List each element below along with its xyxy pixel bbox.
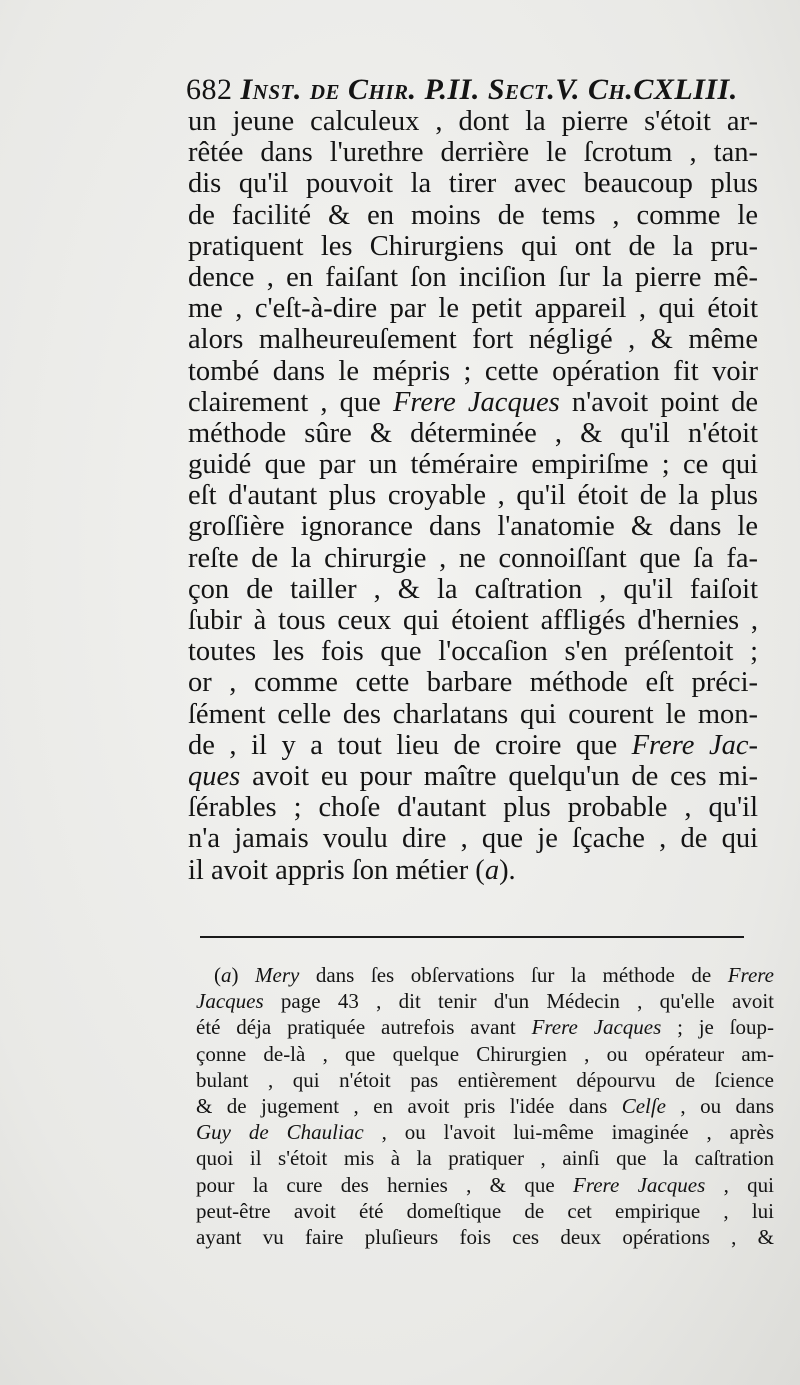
text-line: groſſière ignorance dans l'anatomie & dans le xyxy=(188,511,758,543)
footnote-line: quoi il s'étoit mis à la pratiquer , ainſi que la caſtration xyxy=(196,1146,774,1171)
italic-run: Celſe xyxy=(621,1093,667,1118)
text-line xyxy=(188,387,758,418)
text-run: clairement , que xyxy=(188,386,393,418)
text-line: çon de tailler , & la caſtration , qu'il faiſoit xyxy=(188,573,758,605)
text-line: tombé dans le mépris ; cette opération fit voir xyxy=(188,355,758,387)
footnote-line xyxy=(196,962,774,988)
footnote-line xyxy=(196,1119,774,1145)
text-run: , ou dans xyxy=(666,1093,775,1118)
text-run: de , il y a tout lieu de croire que xyxy=(188,729,632,761)
text-line xyxy=(188,730,758,761)
text-line xyxy=(188,761,758,792)
footnote-line: çonne de-là , que quelque Chirurgien , ou opérateur am- xyxy=(196,1041,774,1066)
italic-run: Frere Jacques xyxy=(392,386,560,418)
text-run: été déja pratiquée autrefois avant xyxy=(196,1015,532,1040)
text-run: ; je ſoup- xyxy=(661,1015,774,1040)
footnote-divider xyxy=(200,936,744,938)
italic-run: a xyxy=(221,963,232,987)
text-run: pour la cure des hernies , & que xyxy=(196,1172,574,1197)
text-line: alors malheureuſement fort négligé , & même xyxy=(188,324,758,356)
italic-run: Frere xyxy=(727,963,774,987)
text-run: page 43 , dit tenir d'un Médecin , qu'elle avoit xyxy=(263,989,774,1014)
text-line: reſte de la chirurgie , ne connoiſſant que ſa fa- xyxy=(188,542,758,574)
italic-run: Frere Jac- xyxy=(631,729,758,761)
text-line: dis qu'il pouvoit la tirer avec beaucoup plus xyxy=(188,168,758,200)
text-line: or , comme cette barbare méthode eſt préci- xyxy=(188,667,758,699)
text-run: dans ſes obſervations ſur la méthode de xyxy=(299,963,728,987)
footnote-line xyxy=(196,1093,774,1119)
page-header xyxy=(186,70,746,110)
italic-run: Frere Jacques xyxy=(573,1172,706,1197)
text-line: eſt d'autant plus croyable , qu'il étoit de la plus xyxy=(188,480,758,512)
text-line: de facilité & en moins de tems , comme le xyxy=(188,199,758,231)
text-line: n'a jamais voulu dire , que je ſçache , de qui xyxy=(188,823,758,855)
text-line: un jeune calculeux , dont la pierre s'étoit ar- xyxy=(188,106,758,137)
text-line: pratiquent les Chirurgiens qui ont de la pru- xyxy=(188,230,758,262)
text-run: , qui xyxy=(705,1172,775,1197)
text-line xyxy=(188,855,758,886)
italic-run: a xyxy=(484,854,500,886)
running-title: Inst. de Chir. P.II. Sect.V. Ch.CXLIII. xyxy=(240,73,738,106)
main-text xyxy=(188,106,758,886)
page-number: 682 xyxy=(186,73,233,106)
text-run: il avoit appris ſon métier ( xyxy=(188,854,485,886)
text-line: méthode sûre & déterminée , & qu'il n'étoit xyxy=(188,417,758,449)
text-line: ſérables ; choſe d'autant plus probable , qu'il xyxy=(188,792,758,824)
footnote-line xyxy=(196,1172,774,1198)
text-line: ſubir à tous ceux qui étoient affligés d'hernies , xyxy=(188,605,758,636)
text-line: me , c'eſt-à-dire par le petit appareil , qui étoit xyxy=(188,293,758,325)
footnote-line xyxy=(196,1014,774,1040)
italic-run: Guy de Chauliac xyxy=(196,1120,364,1145)
text-line: guidé que par un téméraire empiriſme ; ce qui xyxy=(188,449,758,481)
text-run: , ou l'avoit lui-même imaginée , après xyxy=(363,1120,774,1145)
footnote-line: peut-être avoit été domeſtique de cet empirique , lui xyxy=(196,1198,774,1223)
italic-run: Jacques xyxy=(196,989,264,1014)
text-run: & de jugement , en avoit pris l'idée dans xyxy=(196,1093,622,1118)
footnote-line xyxy=(196,988,774,1014)
text-run: ). xyxy=(499,854,516,886)
text-run: n'avoit point de xyxy=(559,386,758,418)
italic-run: ques xyxy=(188,760,241,792)
footnote-line: ayant vu faire pluſieurs fois ces deux opérations , & xyxy=(196,1224,774,1249)
text-run: avoit eu pour maître quelqu'un de ces mi- xyxy=(240,760,758,792)
text-line: dence , en faiſant ſon inciſion ſur la pierre mê- xyxy=(188,261,758,293)
footnote-line: bulant , qui n'étoit pas entièrement dépourvu de ſcience xyxy=(196,1067,774,1092)
text-run: ( xyxy=(214,963,221,987)
italic-run: Mery xyxy=(255,963,300,987)
italic-run: Frere Jacques xyxy=(531,1015,662,1040)
text-line: toutes les fois que l'occaſion s'en préſentoit ; xyxy=(188,636,758,668)
text-line: rêtée dans l'urethre derrière le ſcrotum , tan- xyxy=(188,137,758,169)
footnote xyxy=(196,962,774,1250)
text-run: ) xyxy=(231,963,256,987)
text-line: ſément celle des charlatans qui courent le mon- xyxy=(188,698,758,730)
